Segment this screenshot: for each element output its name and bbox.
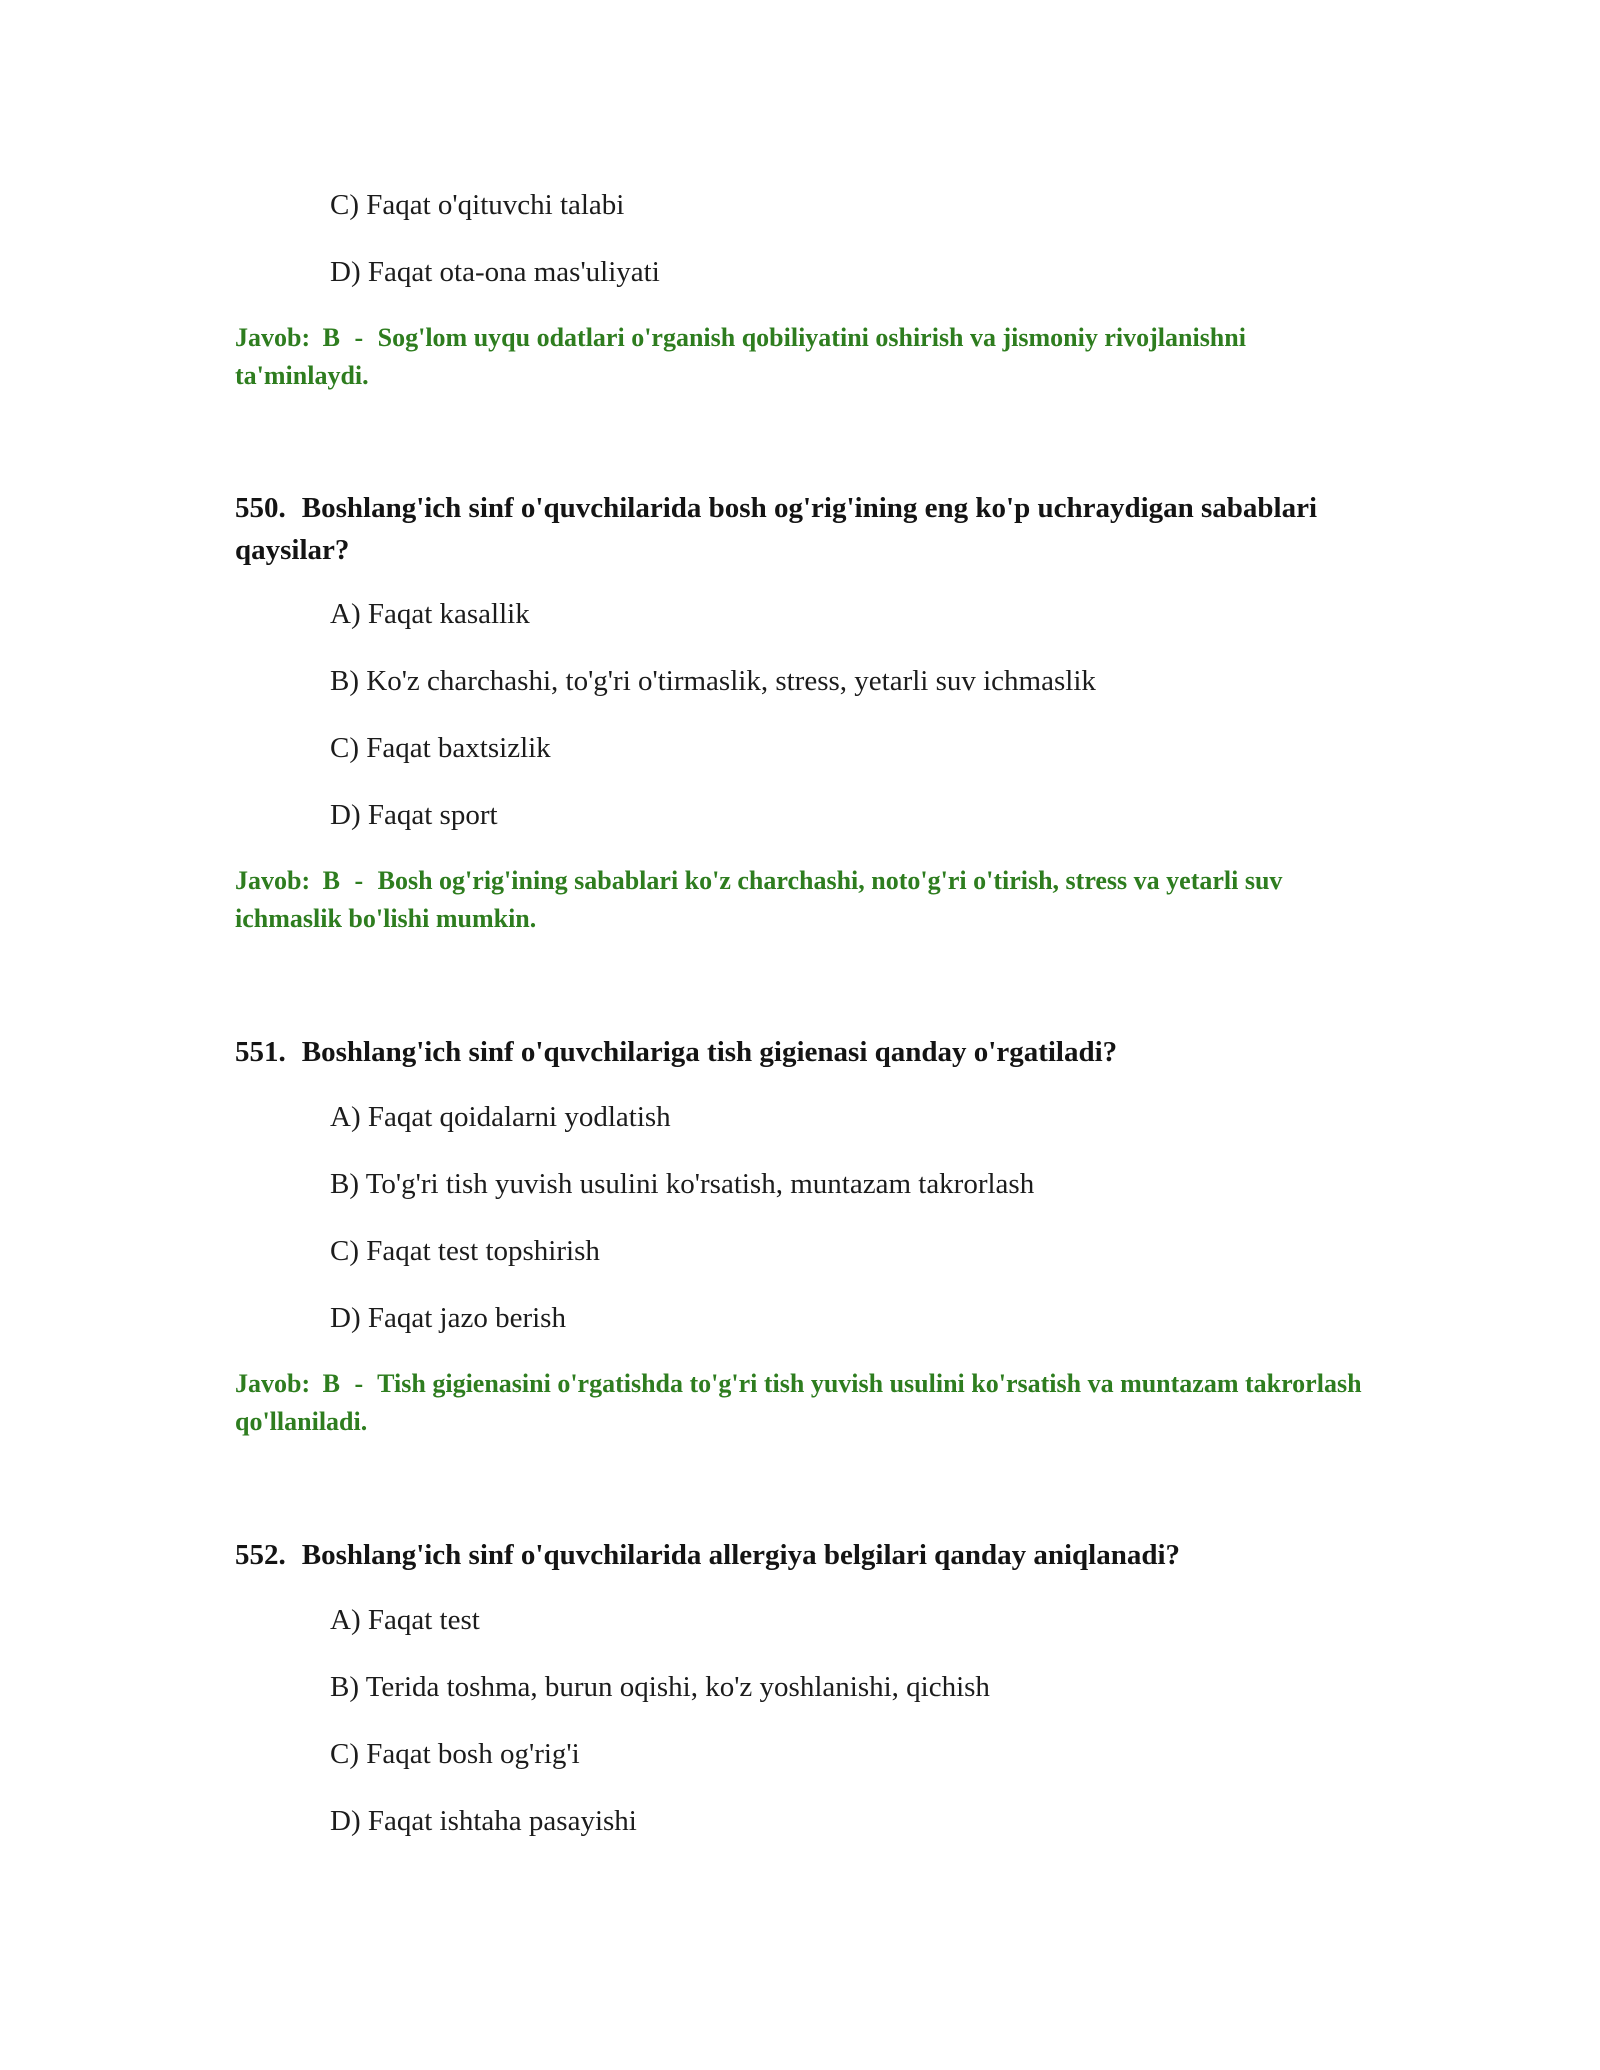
option-c: C) Faqat bosh og'rig'i (330, 1738, 580, 1770)
option-c: C) Faqat test topshirish (330, 1235, 600, 1267)
option-b: B) Ko'z charchashi, to'g'ri o'tirmaslik, stress, yetarli suv ichmaslik (330, 665, 1096, 697)
answer-explanation (235, 1365, 1365, 1441)
option-d: D) Faqat jazo berish (330, 1302, 566, 1334)
answer-letter: B (322, 866, 340, 895)
option-a: A) Faqat kasallik (330, 598, 530, 630)
answer-explanation (235, 862, 1365, 938)
question-text: Boshlang'ich sinf o'quvchilarida bosh og'rig'ining eng ko'p uchraydigan sabablari qaysilar? (235, 492, 1318, 566)
option-b: B) To'g'ri tish yuvish usulini ko'rsatish, muntazam takrorlash (330, 1168, 1035, 1200)
answer-letter: B (322, 323, 340, 352)
question-550 (235, 487, 1365, 571)
answer-label: Javob: (235, 866, 311, 895)
answer-explanation (235, 319, 1365, 395)
option-c: C) Faqat baxtsizlik (330, 732, 551, 764)
answer-text: Bosh og'rig'ining sabablari ko'z charchashi, noto'g'ri o'tirish, stress va yetarli suv ichmaslik bo'lishi mumkin. (235, 866, 1283, 933)
option-a: A) Faqat test (330, 1604, 480, 1636)
question-number: 552. (235, 1539, 286, 1571)
question-552 (235, 1534, 1365, 1576)
question-551 (235, 1031, 1365, 1073)
option-d: D) Faqat ishtaha pasayishi (330, 1805, 637, 1837)
question-number: 551. (235, 1036, 286, 1068)
answer-label: Javob: (235, 1369, 311, 1398)
answer-label: Javob: (235, 323, 311, 352)
answer-dash: - (354, 1369, 364, 1398)
option-d: D) Faqat ota-ona mas'uliyati (330, 256, 660, 288)
answer-letter: B (322, 1369, 340, 1398)
option-a: A) Faqat qoidalarni yodlatish (330, 1101, 671, 1133)
option-c: C) Faqat o'qituvchi talabi (330, 189, 625, 221)
answer-text: Tish gigienasini o'rgatishda to'g'ri tish yuvish usulini ko'rsatish va muntazam takrorlash qo'llaniladi. (235, 1369, 1362, 1436)
option-d: D) Faqat sport (330, 799, 498, 831)
option-b: B) Terida toshma, burun oqishi, ko'z yoshlanishi, qichish (330, 1671, 990, 1703)
answer-dash: - (354, 323, 364, 352)
answer-dash: - (354, 866, 364, 895)
question-number: 550. (235, 492, 286, 524)
question-text: Boshlang'ich sinf o'quvchilariga tish gigienasi qanday o'rgatiladi? (301, 1036, 1118, 1068)
question-text: Boshlang'ich sinf o'quvchilarida allergiya belgilari qanday aniqlanadi? (301, 1539, 1181, 1571)
answer-text: Sog'lom uyqu odatlari o'rganish qobiliyatini oshirish va jismoniy rivojlanishni ta'minlaydi. (235, 323, 1246, 390)
